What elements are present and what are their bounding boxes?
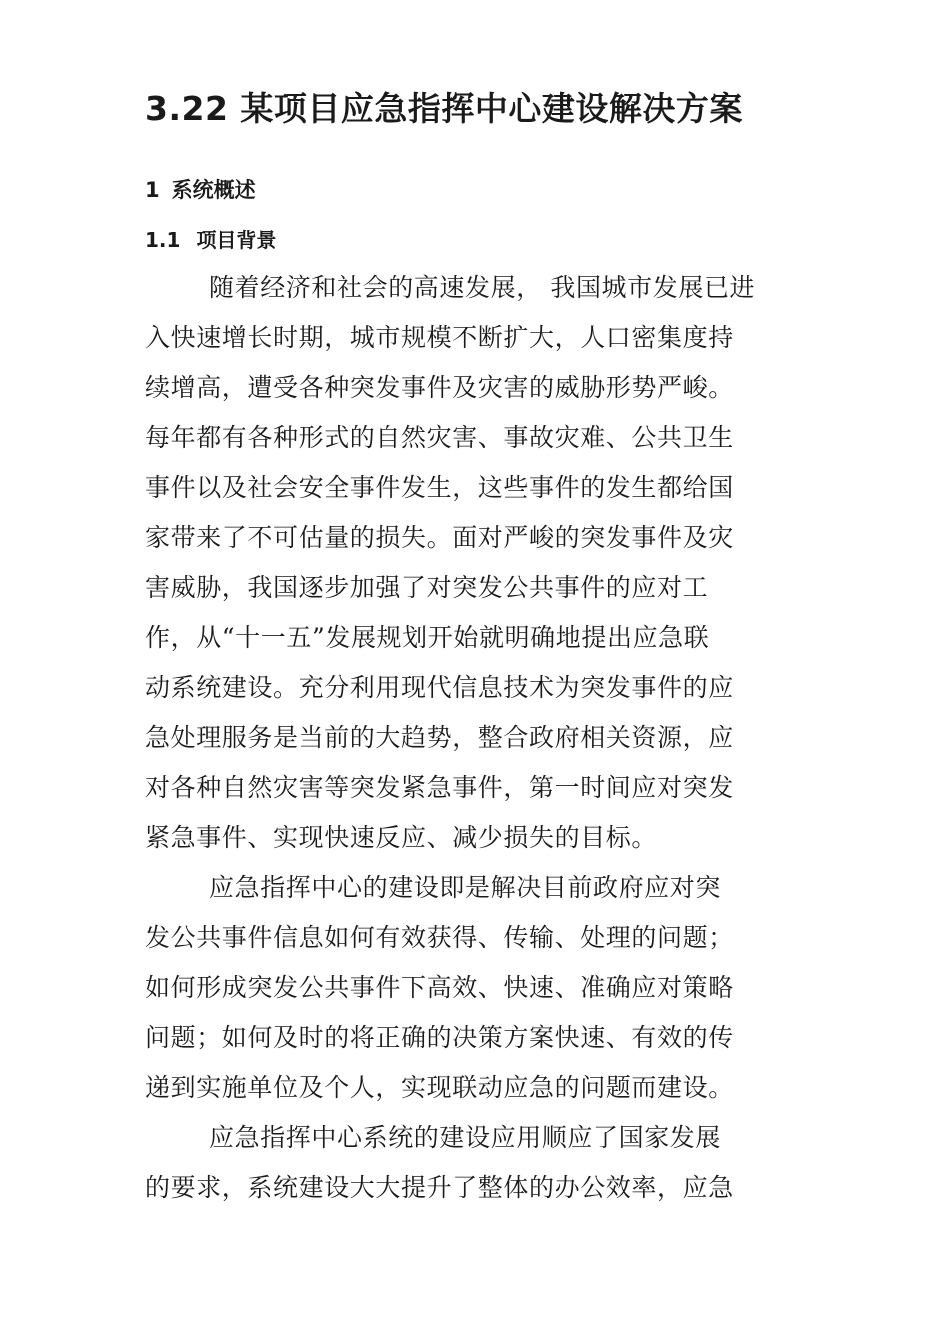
paragraph-line: 如何形成突发公共事件下高效、快速、准确应对策略	[145, 973, 734, 1002]
subsection-title: 项目背景	[196, 228, 277, 252]
paragraph-line: 入快速增长时期，城市规模不断扩大，人口密集度持	[145, 323, 734, 352]
paragraph-line: 递到实施单位及个人，实现联动应急的问题而建设。	[145, 1073, 734, 1102]
section-number: 1	[145, 178, 160, 202]
paragraph-line: 急处理服务是当前的大趋势，整合政府相关资源，应	[145, 723, 734, 752]
paragraph-line: 的要求，系统建设大大提升了整体的办公效率，应急	[145, 1173, 734, 1202]
paragraph-line: 应急指挥中心的建设即是解决目前政府应对突	[209, 873, 722, 902]
paragraph-line: 发公共事件信息如何有效获得、传输、处理的问题；	[145, 923, 734, 952]
paragraph-line: 每年都有各种形式的自然灾害、事故灾难、公共卫生	[145, 423, 734, 452]
paragraph-line: 应急指挥中心系统的建设应用顺应了国家发展	[209, 1123, 722, 1152]
paragraph-line: 作，从“十一五”发展规划开始就明确地提出应急联	[145, 623, 710, 652]
paragraph-line: 事件以及社会安全事件发生，这些事件的发生都给国	[145, 473, 734, 502]
subsection-heading	[145, 222, 276, 258]
paragraph-project-background	[145, 263, 805, 863]
paragraph-line: 对各种自然灾害等突发紧急事件，第一时间应对突发	[145, 773, 734, 802]
paragraph-line: 紧急事件、实现快速反应、减少损失的目标。	[145, 823, 658, 852]
subsection-number: 1.1	[145, 228, 181, 252]
paragraph-line: 害威胁，我国逐步加强了对突发公共事件的应对工	[145, 573, 709, 602]
paragraph-line: 动系统建设。充分利用现代信息技术为突发事件的应	[145, 673, 734, 702]
document-title: 3.22 某项目应急指挥中心建设解决方案	[145, 89, 743, 128]
section-heading	[145, 172, 256, 208]
paragraph-system-application	[145, 1113, 805, 1213]
body-text	[145, 263, 805, 1213]
paragraph-line: 问题；如何及时的将正确的决策方案快速、有效的传	[145, 1023, 734, 1052]
paragraph-line: 随着经济和社会的高速发展， 我国城市发展已进	[209, 273, 756, 302]
paragraph-center-purpose	[145, 863, 805, 1113]
paragraph-line: 续增高，遭受各种突发事件及灾害的威胁形势严峻。	[145, 373, 734, 402]
paragraph-line: 家带来了不可估量的损失。面对严峻的突发事件及灾	[145, 523, 734, 552]
section-title: 系统概述	[171, 178, 256, 202]
